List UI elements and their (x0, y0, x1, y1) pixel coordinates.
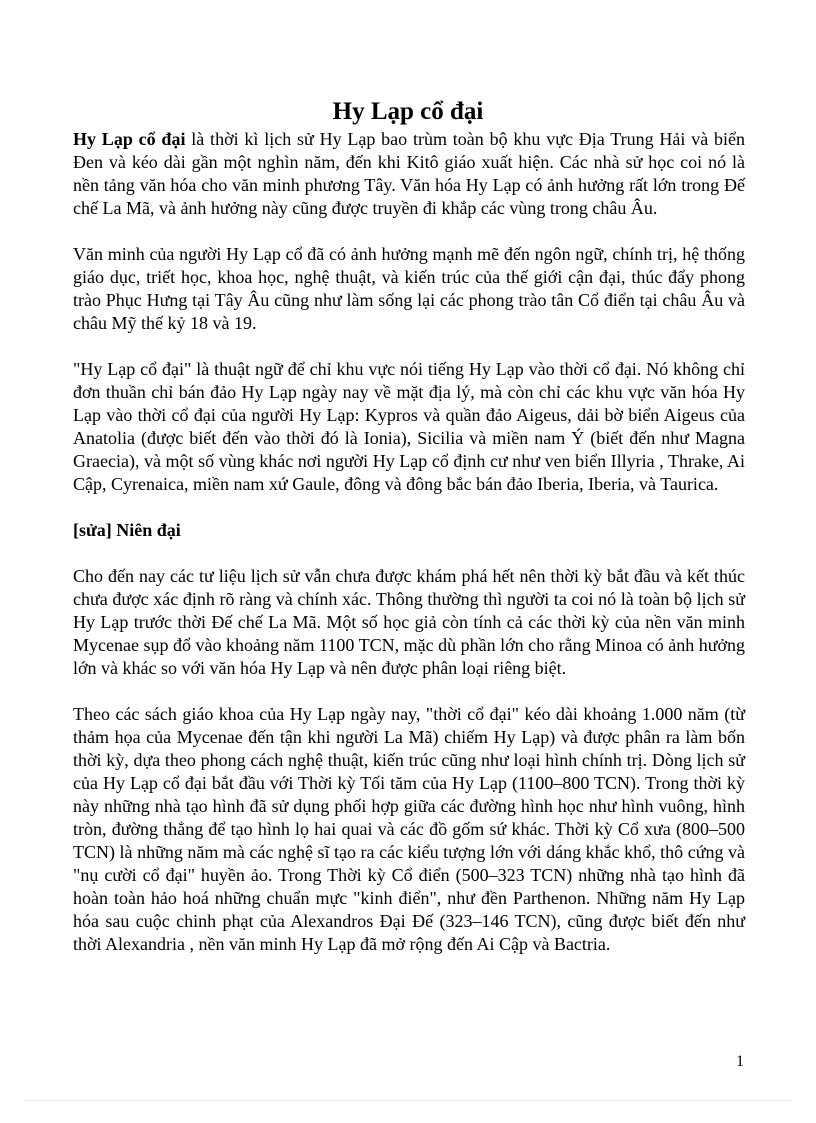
section-heading-chronology[interactable]: [sửa] Niên đại (73, 520, 181, 540)
intro-text: là thời kì lịch sử Hy Lạp bao trùm toàn bộ khu vực Địa Trung Hải và biển Đen và kéo dài gần một nghìn năm, đến khi Kitô giáo xuất hiện. Các nhà sử học coi nó là nền tảng văn hóa cho văn minh phương Tây. Văn hóa Hy Lạp có ảnh hưởng rất lớn trong Đế chế La Mã, và ảnh hưởng này cũng được truyền đi khắp các vùng trong châu Âu. (73, 129, 745, 218)
section-paragraph-sources: Cho đến nay các tư liệu lịch sử vẫn chưa được khám phá hết nên thời kỳ bắt đầu và kết thúc chưa được xác định rõ ràng và chính xác. Thông thường thì người ta coi nó là toàn bộ lịch sử Hy Lạp trước thời Đế chế La Mã. Một số học giả còn tính cả các thời kỳ của nền văn minh Mycenae sụp đổ vào khoảng năm 1100 TCN, mặc dù phần lớn cho rằng Minoa có ảnh hưởng lớn và khác so với văn hóa Hy Lạp và nên được phân loại riêng biệt. (73, 566, 745, 678)
intro-paragraph (73, 128, 745, 220)
page-title: Hy Lạp cổ đại (332, 97, 484, 125)
page-footer-divider (24, 1100, 792, 1101)
page-number: 1 (736, 1053, 744, 1070)
section-paragraph-periods: Theo các sách giáo khoa của Hy Lạp ngày nay, "thời cổ đại" kéo dài khoảng 1.000 năm (từ thảm họa của Mycenae đến tận khi người La Mã) chiếm Hy Lạp) và được phân ra làm bốn thời kỳ, dựa theo phong cách nghệ thuật, kiến trúc cũng như loại hình chính trị. Dòng lịch sử của Hy Lạp cổ đại bắt đầu với Thời kỳ Tối tăm của Hy Lạp (1100–800 TCN). Trong thời kỳ này những nhà tạo hình đã sử dụng phối hợp giữa các đường hình học như hình vuông, hình tròn, đường thẳng để tạo hình lọ hai quai và các đồ gốm sứ khác. Thời kỳ Cổ xưa (800–500 TCN) là những năm mà các nghệ sĩ tạo ra các kiểu tượng lớn với dáng khắc khổ, thô cứng và "nụ cười cổ đại" huyền ảo. Trong Thời kỳ Cổ điển (500–323 TCN) những nhà tạo hình đã hoàn toàn hảo hoá những chuẩn mực "kinh điển", như đền Parthenon. Những năm Hy Lạp hóa sau cuộc chinh phạt của Alexandros Đại Đế (323–146 TCN), cũng được biết đến như thời Alexandria , nền văn minh Hy Lạp đã mở rộng đến Ai Cập và Bactria. (73, 704, 745, 954)
intro-lead-term: Hy Lạp cổ đại (73, 129, 186, 149)
body-paragraph-definition: "Hy Lạp cổ đại" là thuật ngữ để chỉ khu vực nói tiếng Hy Lạp vào thời cổ đại. Nó không chỉ đơn thuần chỉ bán đảo Hy Lạp ngày nay về mặt địa lý, mà còn chỉ các khu vực văn hóa Hy Lạp vào thời cổ đại của người Hy Lạp: Kypros và quần đảo Aigeus, dải bờ biển Aigeus của Anatolia (được biết đến vào thời đó là Ionia), Sicilia và miền nam Ý (biết đến như Magna Graecia), và một số vùng khác nơi người Hy Lạp cổ định cư như ven biển Illyria , Thrake, Ai Cập, Cyrenaica, miền nam xứ Gaule, đông và đông bắc bán đảo Iberia, Iberia, và Taurica. (73, 359, 745, 494)
body-paragraph-influence: Văn minh của người Hy Lạp cổ đã có ảnh hưởng mạnh mẽ đến ngôn ngữ, chính trị, hệ thống giáo dục, triết học, khoa học, nghệ thuật, và kiến trúc của thế giới cận đại, thúc đẩy phong trào Phục Hưng tại Tây Âu cũng như làm sống lại các phong trào tân Cổ điển tại châu Âu và châu Mỹ thế kỷ 18 và 19. (73, 244, 745, 333)
document-body (73, 128, 745, 956)
